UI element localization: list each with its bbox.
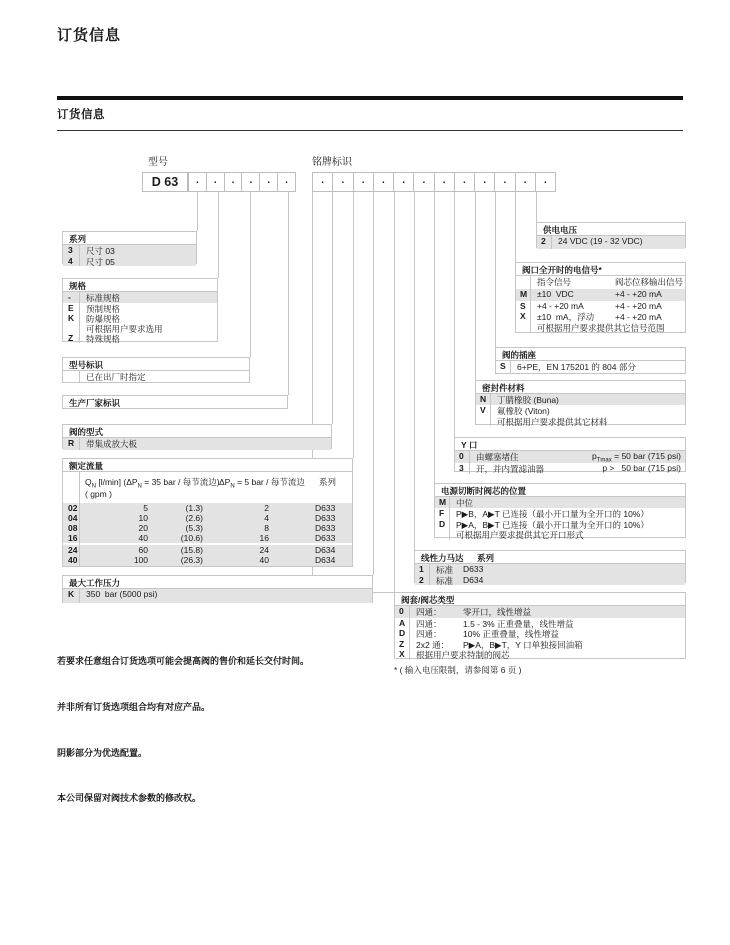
nameplate-cell: . <box>543 175 547 186</box>
connector-line-motor <box>414 192 415 550</box>
model-code-cells <box>188 172 296 192</box>
signal-col2-header: 阀芯位移输出信号 <box>615 277 684 287</box>
flow-col2-header: $\Delta P_N = 5$ bar / 每节流边 <box>219 477 305 490</box>
rated-flow-box-title: 额定流量 <box>63 459 352 472</box>
model-code-cell: . <box>207 173 225 191</box>
option-label: 尺寸 05 <box>79 256 196 267</box>
model-id-box-title: 型号标识 <box>63 358 249 371</box>
option-code: E <box>68 302 74 313</box>
connector-line-failsafe <box>434 192 435 483</box>
note-line: 并非所有订货选项组合均有对应产品。 <box>57 702 211 713</box>
nameplate-cell: . <box>435 173 455 191</box>
option-row <box>63 371 249 383</box>
flow-row: 02 5 (1.3) 2 D633 <box>63 503 352 513</box>
motor-box <box>414 550 686 586</box>
rated-flow-box <box>62 458 353 567</box>
flow-row: 04 10 (2.6) 4 D633 <box>63 513 352 523</box>
series-box-title: 系列 <box>63 232 196 245</box>
option-row: 2 标准 D634 <box>415 575 685 586</box>
thin-rule <box>57 130 683 131</box>
option-row: Z 2x2 通： P▶A，B▶T，Y 口单独接回油箱 <box>395 639 685 650</box>
connector-line-series <box>197 192 198 231</box>
option-code: K <box>68 589 75 599</box>
option-row: 可根据用户要求提供其它开口形式 <box>435 529 685 540</box>
option-row: 0 四通： 零开口，线性增益 <box>395 606 685 618</box>
supply-voltage-box-title: 供电电压 <box>537 223 685 236</box>
option-row: F P▶B，A▶T 已连接（最小开口量为全开口的 10%） <box>435 508 685 519</box>
option-label: 已在出厂时指定 <box>79 371 249 383</box>
option-label: 防爆规格 <box>79 313 217 323</box>
flow-row: 24 60 (15.8) 24 D634 <box>63 545 352 555</box>
connector-line-spec <box>218 192 219 278</box>
connector-line-seal <box>475 192 476 380</box>
option-row: 2 24 VDC (19 - 32 VDC) <box>537 236 685 249</box>
option-row <box>63 313 217 323</box>
flow-row: 16 40 (10.6) 16 D633 <box>63 533 352 543</box>
nameplate-cell: . <box>374 173 394 191</box>
nameplate-cells <box>312 172 556 192</box>
option-row <box>63 292 217 303</box>
option-code <box>63 323 79 333</box>
note-line: 若要求任意组合订货选项可能会提高阀的售价和延长交付时间。 <box>57 656 310 667</box>
option-row: A 四通： 1.5 - 3% 正重叠量，线性增益 <box>395 618 685 629</box>
flow-col3-header: 系列 <box>319 477 337 487</box>
connector-line-spool <box>394 192 395 592</box>
flow-col1-header: $Q_N$ [l/min] ($\Delta P_N = 35$ bar / 每节流边) <box>85 477 220 490</box>
option-row: S +4 - +20 mA +4 - +20 mA <box>516 301 685 312</box>
option-code: Z <box>68 333 74 344</box>
option-code: 4 <box>68 255 73 266</box>
nameplate-cell: . <box>475 173 495 191</box>
option-row: 3 开，并内置滤油器 p > 50 bar (715 psi) <box>455 463 685 474</box>
option-row: 1 标准 D633 <box>415 564 685 575</box>
option-row: M ±10 VDC +4 - +20 mA <box>516 289 685 301</box>
pressure-value: $p_{Tmax} = 50$ bar (715 psi) <box>592 451 681 464</box>
failsafe-box <box>434 483 686 538</box>
option-code: K <box>68 312 75 323</box>
option-row: X 根据用户要求特制的阀芯 <box>395 649 685 660</box>
connector-line-socket <box>495 192 496 347</box>
option-row <box>63 303 217 313</box>
nameplate-cell: . <box>313 173 333 191</box>
model-code-cell: . <box>260 173 278 191</box>
y-port-box-title: Y 口 <box>455 438 685 451</box>
manufacturer-box-title: 生产厂家标识 <box>69 398 121 408</box>
connector-line-model-id <box>250 192 251 357</box>
option-label: 350 bar (5000 psi) <box>79 589 372 603</box>
nameplate-cell: . <box>455 173 475 191</box>
flow-row: 08 20 (5.3) 8 D633 <box>63 523 352 533</box>
series-box <box>62 231 197 267</box>
spec-box-title: 规格 <box>63 279 217 292</box>
max-pressure-box <box>62 575 373 603</box>
option-label: 可根据用户要求选用 <box>79 323 217 333</box>
note-line: 阴影部分为优选配置。 <box>57 747 148 758</box>
connector-line-signal <box>515 192 516 262</box>
connector-line-flow <box>353 192 354 458</box>
y-port-box <box>454 437 686 472</box>
model-code-label: 型号 <box>148 157 168 168</box>
valve-type-box-title: 阀的型式 <box>63 425 331 438</box>
seal-box-title: 密封件材料 <box>476 381 685 394</box>
option-code: R <box>68 438 75 448</box>
option-label: 带集成放大板 <box>79 438 331 450</box>
ordering-notes <box>57 624 309 837</box>
option-row <box>63 333 217 343</box>
nameplate-cell: . <box>414 173 434 191</box>
option-row: S 6+PE，EN 175201 的 804 部分 <box>496 361 685 374</box>
option-row: D P▶A，B▶T 已连接（最小开口量为全开口的 10%） <box>435 519 685 530</box>
flow-gpm-header: ( gpm ) <box>85 489 112 499</box>
connector-line-pressure <box>373 192 374 575</box>
option-label: 标准规格 <box>79 292 217 303</box>
option-code: 3 <box>68 245 73 255</box>
note-line: 本公司保留对阀技术参数的修改权。 <box>57 793 202 804</box>
motor-box-title: 线性力马达 <box>421 553 464 563</box>
page-title: 订货信息 <box>57 27 122 44</box>
footnote: * ( 输入电压限制，请参阅第 6 页 ) <box>394 665 522 675</box>
signal-header-row <box>516 276 685 289</box>
seal-box <box>475 380 686 425</box>
supply-voltage-box <box>536 222 686 248</box>
thick-rule <box>57 96 683 100</box>
option-row <box>63 589 372 603</box>
signal-col1-header: 指令信号 <box>537 277 572 287</box>
spool-box-title: 阀套/阀芯类型 <box>395 593 685 606</box>
option-code: - <box>68 292 71 302</box>
motor-series-header: 系列 <box>477 553 495 563</box>
connector-line-yport <box>454 192 455 437</box>
option-code <box>63 371 79 383</box>
option-row <box>63 245 196 256</box>
valve-type-box <box>62 424 332 449</box>
signal-box-title: 阀口全开时的电信号* <box>516 263 685 276</box>
manufacturer-box <box>62 395 288 409</box>
flow-table-header <box>63 472 352 503</box>
option-row: V 氟橡胶 (Viton) <box>476 405 685 416</box>
failsafe-box-title: 电源切断时阀芯的位置 <box>435 484 685 497</box>
connector-line-valve-type <box>332 192 333 424</box>
connector-line-supply <box>536 192 537 222</box>
option-row: M 中位 <box>435 497 685 508</box>
option-row <box>63 323 217 333</box>
pressure-value: p > 50 bar (715 psi) <box>602 462 681 473</box>
model-code-cell: . <box>225 173 243 191</box>
max-pressure-box-title: 最大工作压力 <box>63 576 372 589</box>
model-code-cell: . <box>189 173 207 191</box>
option-row <box>63 256 196 267</box>
model-code-prefix: D 63 <box>142 172 188 192</box>
option-row: 0 由螺塞堵住 $p_{Tmax} = 50$ bar (715 psi) <box>455 451 685 463</box>
nameplate-cell: . <box>354 173 374 191</box>
model-code-cell: . <box>242 173 260 191</box>
option-row <box>63 438 331 450</box>
option-row: 可根据用户要求提供其它信号范围 <box>516 322 685 333</box>
option-label: 预制规格 <box>79 303 217 313</box>
flow-row: 40 100 (26.3) 40 D634 <box>63 555 352 565</box>
socket-box <box>495 347 686 374</box>
spool-box <box>394 592 686 659</box>
model-code-cell: . <box>285 175 288 186</box>
option-label: 尺寸 03 <box>79 245 196 256</box>
nameplate-cell: . <box>333 173 353 191</box>
nameplate-label: 铭牌标识 <box>312 157 352 168</box>
option-row: X ±10 mA，浮动 +4 - +20 mA <box>516 311 685 322</box>
spec-box <box>62 278 218 345</box>
connector-line-manufacturer <box>288 192 289 395</box>
option-row: N 丁腈橡胶 (Buna) <box>476 394 685 405</box>
option-label: 特殊规格 <box>79 333 217 343</box>
signal-box <box>515 262 686 333</box>
nameplate-cell: . <box>495 173 515 191</box>
section-title: 订货信息 <box>57 109 105 121</box>
nameplate-cell: . <box>516 173 536 191</box>
model-id-box <box>62 357 250 383</box>
socket-box-title: 阀的插座 <box>496 348 685 361</box>
nameplate-cell: . <box>394 173 414 191</box>
option-row: D 四通： 10% 正重叠量，线性增益 <box>395 628 685 639</box>
option-row: 可根据用户要求提供其它材料 <box>476 416 685 427</box>
